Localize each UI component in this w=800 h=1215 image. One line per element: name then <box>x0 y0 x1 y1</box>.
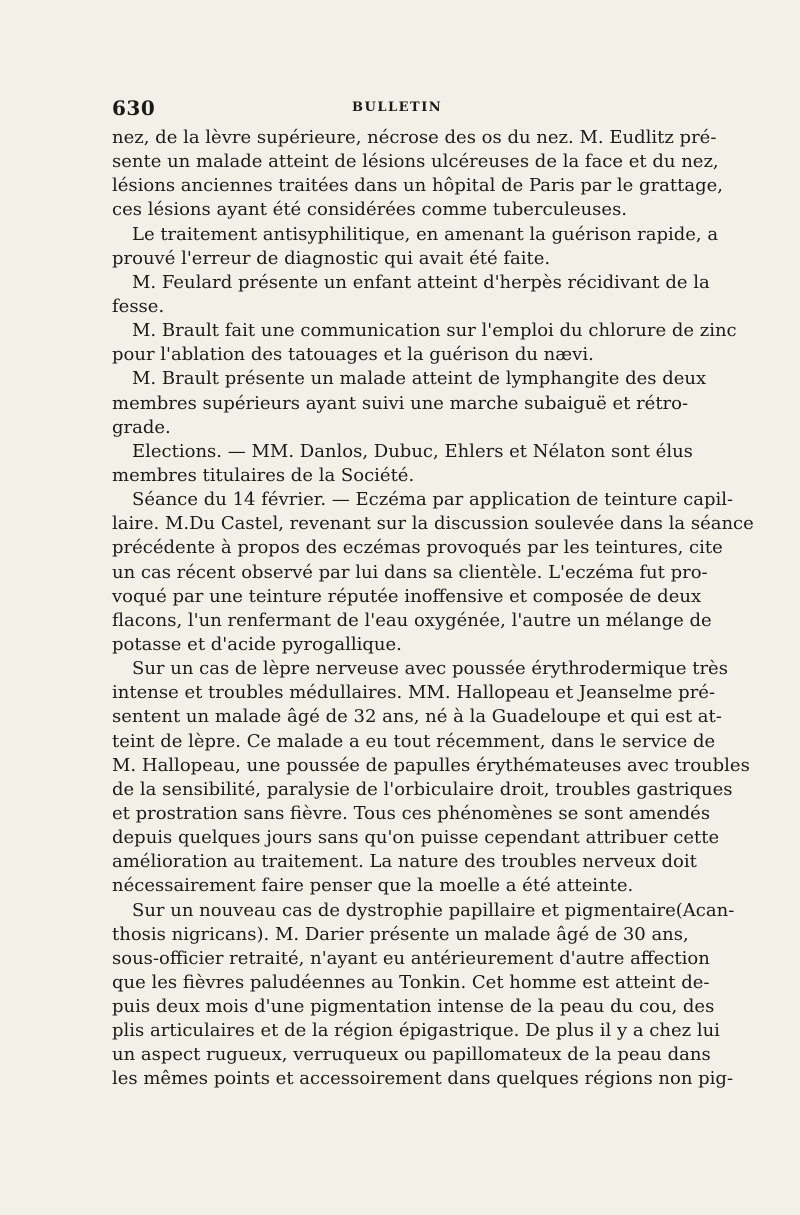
page-number: 630 <box>112 96 156 120</box>
text-line: potasse et d'acide pyrogallique. <box>112 633 402 655</box>
text-line: amélioration au traitement. La nature des troubles nerveux doit <box>112 851 697 873</box>
text-line: membres supérieurs ayant suivi une marche subaiguë et rétro- <box>112 392 689 414</box>
text-line: Sur un cas de lèpre nerveuse avec poussée érythrodermique très <box>132 658 728 680</box>
text-line: pour l'ablation des tatouages et la guérison du nævi. <box>112 344 594 366</box>
text-line: fesse. <box>112 295 165 317</box>
text-line: voqué par une teinture réputée inoffensive et composée de deux <box>112 585 702 607</box>
text-line: de la sensibilité, paralysie de l'orbiculaire droit, troubles gastriques <box>112 778 733 800</box>
text-line: M. Feulard présente un enfant atteint d'herpès récidivant de la <box>132 271 710 293</box>
text-line: nez, de la lèvre supérieure, nécrose des os du nez. M. Eudlitz pré- <box>112 127 717 148</box>
text-line: un cas récent observé par lui dans sa clientèle. L'eczéma fut pro- <box>112 561 708 583</box>
text-line: Elections. — MM. Danlos, Dubuc, Ehlers et Nélaton sont élus <box>132 440 693 462</box>
text-line: sente un malade atteint de lésions ulcéreuses de la face et du nez, <box>112 151 719 173</box>
text-line: intense et troubles médullaires. MM. Hallopeau et Jeanselme pré- <box>112 682 716 704</box>
text-line: que les fièvres paludéennes au Tonkin. Cet homme est atteint de- <box>112 971 710 993</box>
text-line: M. Hallopeau, une poussée de papulles érythémateuses avec troubles <box>112 754 750 776</box>
text-line: sous-officier retraité, n'ayant eu antérieurement d'autre affection <box>112 947 710 969</box>
text-line: précédente à propos des eczémas provoqués par les teintures, cite <box>112 537 723 559</box>
text-line: plis articulaires et de la région épigastrique. De plus il y a chez lui <box>112 1020 720 1042</box>
text-line: et prostration sans fièvre. Tous ces phénomènes se sont amendés <box>112 802 711 824</box>
text-line: prouvé l'erreur de diagnostic qui avait été faite. <box>112 247 551 269</box>
text-line: M. Brault fait une communication sur l'emploi du chlorure de zinc <box>132 320 737 342</box>
text-line: grade. <box>112 416 171 438</box>
page-header <box>112 96 688 120</box>
text-line: Séance du 14 février. — Eczéma par application de teinture capil- <box>132 489 734 511</box>
text-line: flacons, l'un renfermant de l'eau oxygénée, l'autre un mélange de <box>112 609 712 631</box>
text-line: lésions anciennes traitées dans un hôpital de Paris par le grattage, <box>112 175 724 197</box>
text-line: puis deux mois d'une pigmentation intense de la peau du cou, des <box>112 996 715 1018</box>
text-line: laire. M.Du Castel, revenant sur la discussion soulevée dans la séance <box>112 513 754 535</box>
text-line: un aspect rugueux, verruqueux ou papillomateux de la peau dans <box>112 1044 711 1066</box>
text-line: ces lésions ayant été considérées comme tuberculeuses. <box>112 199 628 221</box>
text-line: sentent un malade âgé de 32 ans, né à la Guadeloupe et qui est at- <box>112 706 722 728</box>
text-line: depuis quelques jours sans qu'on puisse cependant attribuer cette <box>112 827 720 849</box>
text-line: nécessairement faire penser que la moelle a été atteinte. <box>112 875 634 897</box>
text-line: teint de lèpre. Ce malade a eu tout récemment, dans le service de <box>112 730 716 752</box>
text-line: Le traitement antisyphilitique, en amenant la guérison rapide, a <box>132 223 719 245</box>
text-line: M. Brault présente un malade atteint de lymphangite des deux <box>132 368 707 390</box>
running-head: BULLETIN <box>352 100 443 115</box>
text-line: les mêmes points et accessoirement dans quelques régions non pig- <box>112 1068 734 1090</box>
text-line: thosis nigricans). M. Darier présente un malade âgé de 30 ans, <box>112 923 689 945</box>
body-text <box>112 126 754 1092</box>
text-line: Sur un nouveau cas de dystrophie papillaire et pigmentaire(Acan- <box>132 899 735 921</box>
text-line: membres titulaires de la Société. <box>112 464 415 486</box>
